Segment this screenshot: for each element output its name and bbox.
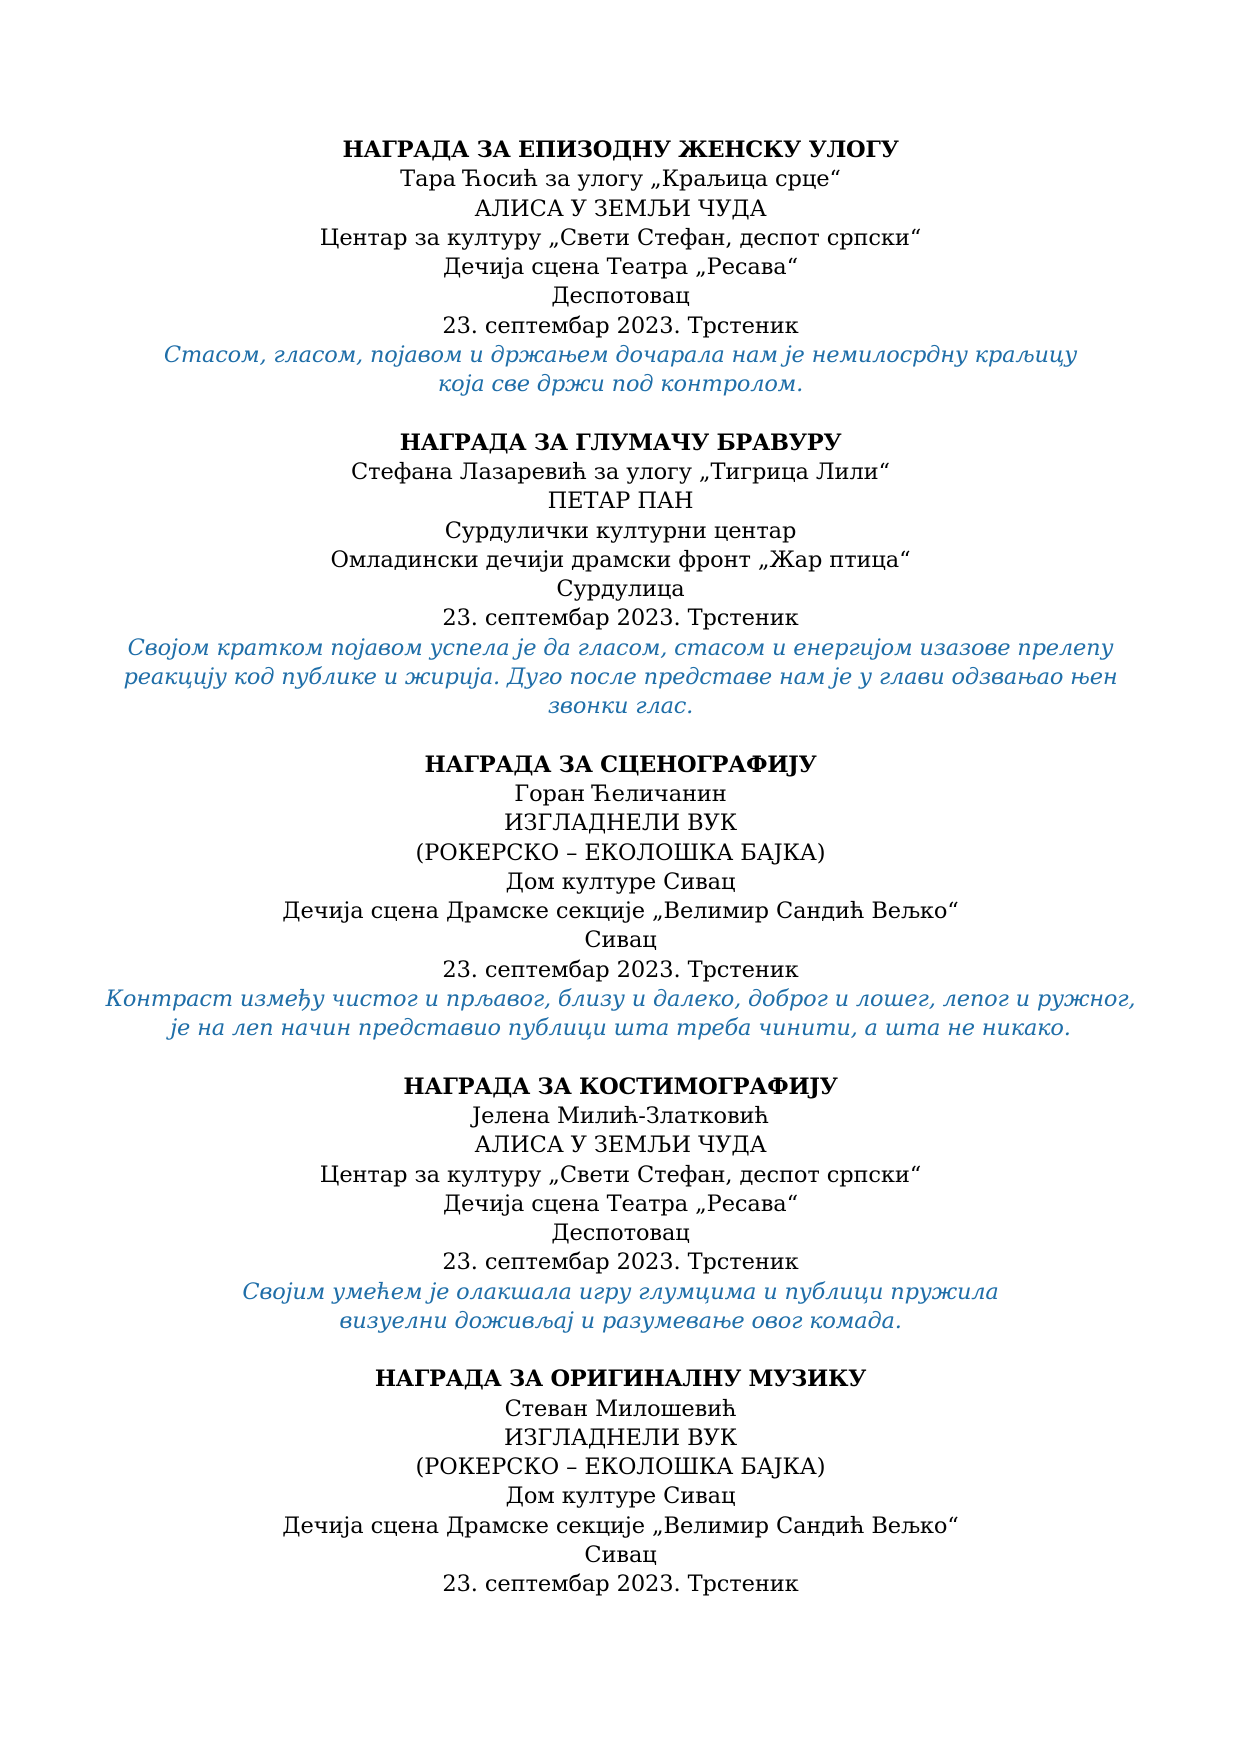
award-section-acting-bravura [0,429,1241,722]
award-title: НАГРАДА ЗА ОРИГИНАЛНУ МУЗИКУ [374,1366,867,1393]
city: Сивац [584,927,657,954]
institution: Центар за културу „Свети Стефан, деспот српски“ [319,1161,922,1188]
jury-comment-line: која све држи под контролом. [437,371,804,398]
award-recipient: Стеван Милошевић [504,1395,737,1422]
jury-comment-line: Контраст између чистог и прљавог, близу и далеко, доброг и лошег, лепог и ружног, [105,986,1136,1013]
award-title: НАГРАДА ЗА ГЛУМАЧУ БРАВУРУ [399,429,842,456]
play-subtitle: (РОКЕРСКО – ЕКОЛОШКА БАЈКА) [415,1454,826,1481]
play-title: ИЗГЛАДНЕЛИ ВУК [503,810,738,837]
performance-date: 23. септембар 2023. Трстеник [442,605,799,632]
play-title: ИЗГЛАДНЕЛИ ВУК [503,1424,738,1451]
award-section-costume-design [0,1073,1241,1337]
city: Деспотовац [551,1220,690,1247]
jury-comment-line: реакцију код публике и жирија. Дуго после представе нам је у глави одзвањао њен [123,664,1118,691]
award-section-episodic-female-role [0,136,1241,400]
jury-comment-line: Стасом, гласом, појавом и држањем дочарала нам је немилосрдну краљицу [163,342,1078,369]
institution: Сурдулички културни центар [444,517,797,544]
award-section-original-music [0,1365,1241,1599]
award-title: НАГРАДА ЗА КОСТИМОГРАФИЈУ [403,1073,838,1100]
performance-date: 23. септембар 2023. Трстеник [442,956,799,983]
ensemble: Дечија сцена Драмске секције „Велимир Сандић Вељко“ [282,898,959,925]
award-section-scenography [0,751,1241,1044]
jury-comment-line: Својом кратком појавом успела је да гласом, стасом и енергијом изазове прелепу [127,634,1114,661]
ensemble: Дечија сцена Драмске секције „Велимир Сандић Вељко“ [282,1512,959,1539]
city: Деспотовац [551,283,690,310]
ensemble: Дечија сцена Театра „Ресава“ [442,1190,799,1217]
play-title: АЛИСА У ЗЕМЉИ ЧУДА [474,195,767,222]
award-recipient: Горан Ћеличанин [514,780,727,807]
jury-comment-line: је на леп начин представио публици шта треба чинити, а шта не никако. [170,1015,1071,1042]
performance-date: 23. септембар 2023. Трстеник [442,312,799,339]
award-recipient: Стефана Лазаревић за улогу „Тигрица Лили“ [351,458,890,485]
award-title: НАГРАДА ЗА ЕПИЗОДНУ ЖЕНСКУ УЛОГУ [342,137,899,163]
play-title: ПЕТАР ПАН [547,488,694,515]
institution: Дом културе Сивац [505,1483,736,1510]
jury-comment-line: визуелни доживљај и разумевање овог комада. [339,1307,902,1334]
play-subtitle: (РОКЕРСКО – ЕКОЛОШКА БАЈКА) [415,839,826,866]
ensemble: Омладински дечији драмски фронт „Жар птица“ [330,546,911,573]
play-title: АЛИСА У ЗЕМЉИ ЧУДА [474,1132,767,1159]
institution: Дом културе Сивац [505,868,736,895]
award-recipient: Јелена Милић-Златковић [472,1102,769,1129]
institution: Центар за културу „Свети Стефан, деспот српски“ [319,224,922,251]
city: Сурдулица [556,576,685,603]
document-page [0,136,1241,1629]
performance-date: 23. септембар 2023. Трстеник [442,1249,799,1276]
jury-comment-line: Својим умећем је олакшала игру глумцима и публици пружила [242,1278,999,1305]
performance-date: 23. септембар 2023. Трстеник [442,1571,799,1598]
ensemble: Дечија сцена Театра „Ресава“ [442,254,799,281]
jury-comment-line: звонки глас. [547,693,694,720]
award-title: НАГРАДА ЗА СЦЕНОГРАФИЈУ [424,751,817,778]
award-recipient: Тара Ћосић за улогу „Краљица срце“ [400,166,841,193]
city: Сивац [584,1542,657,1569]
